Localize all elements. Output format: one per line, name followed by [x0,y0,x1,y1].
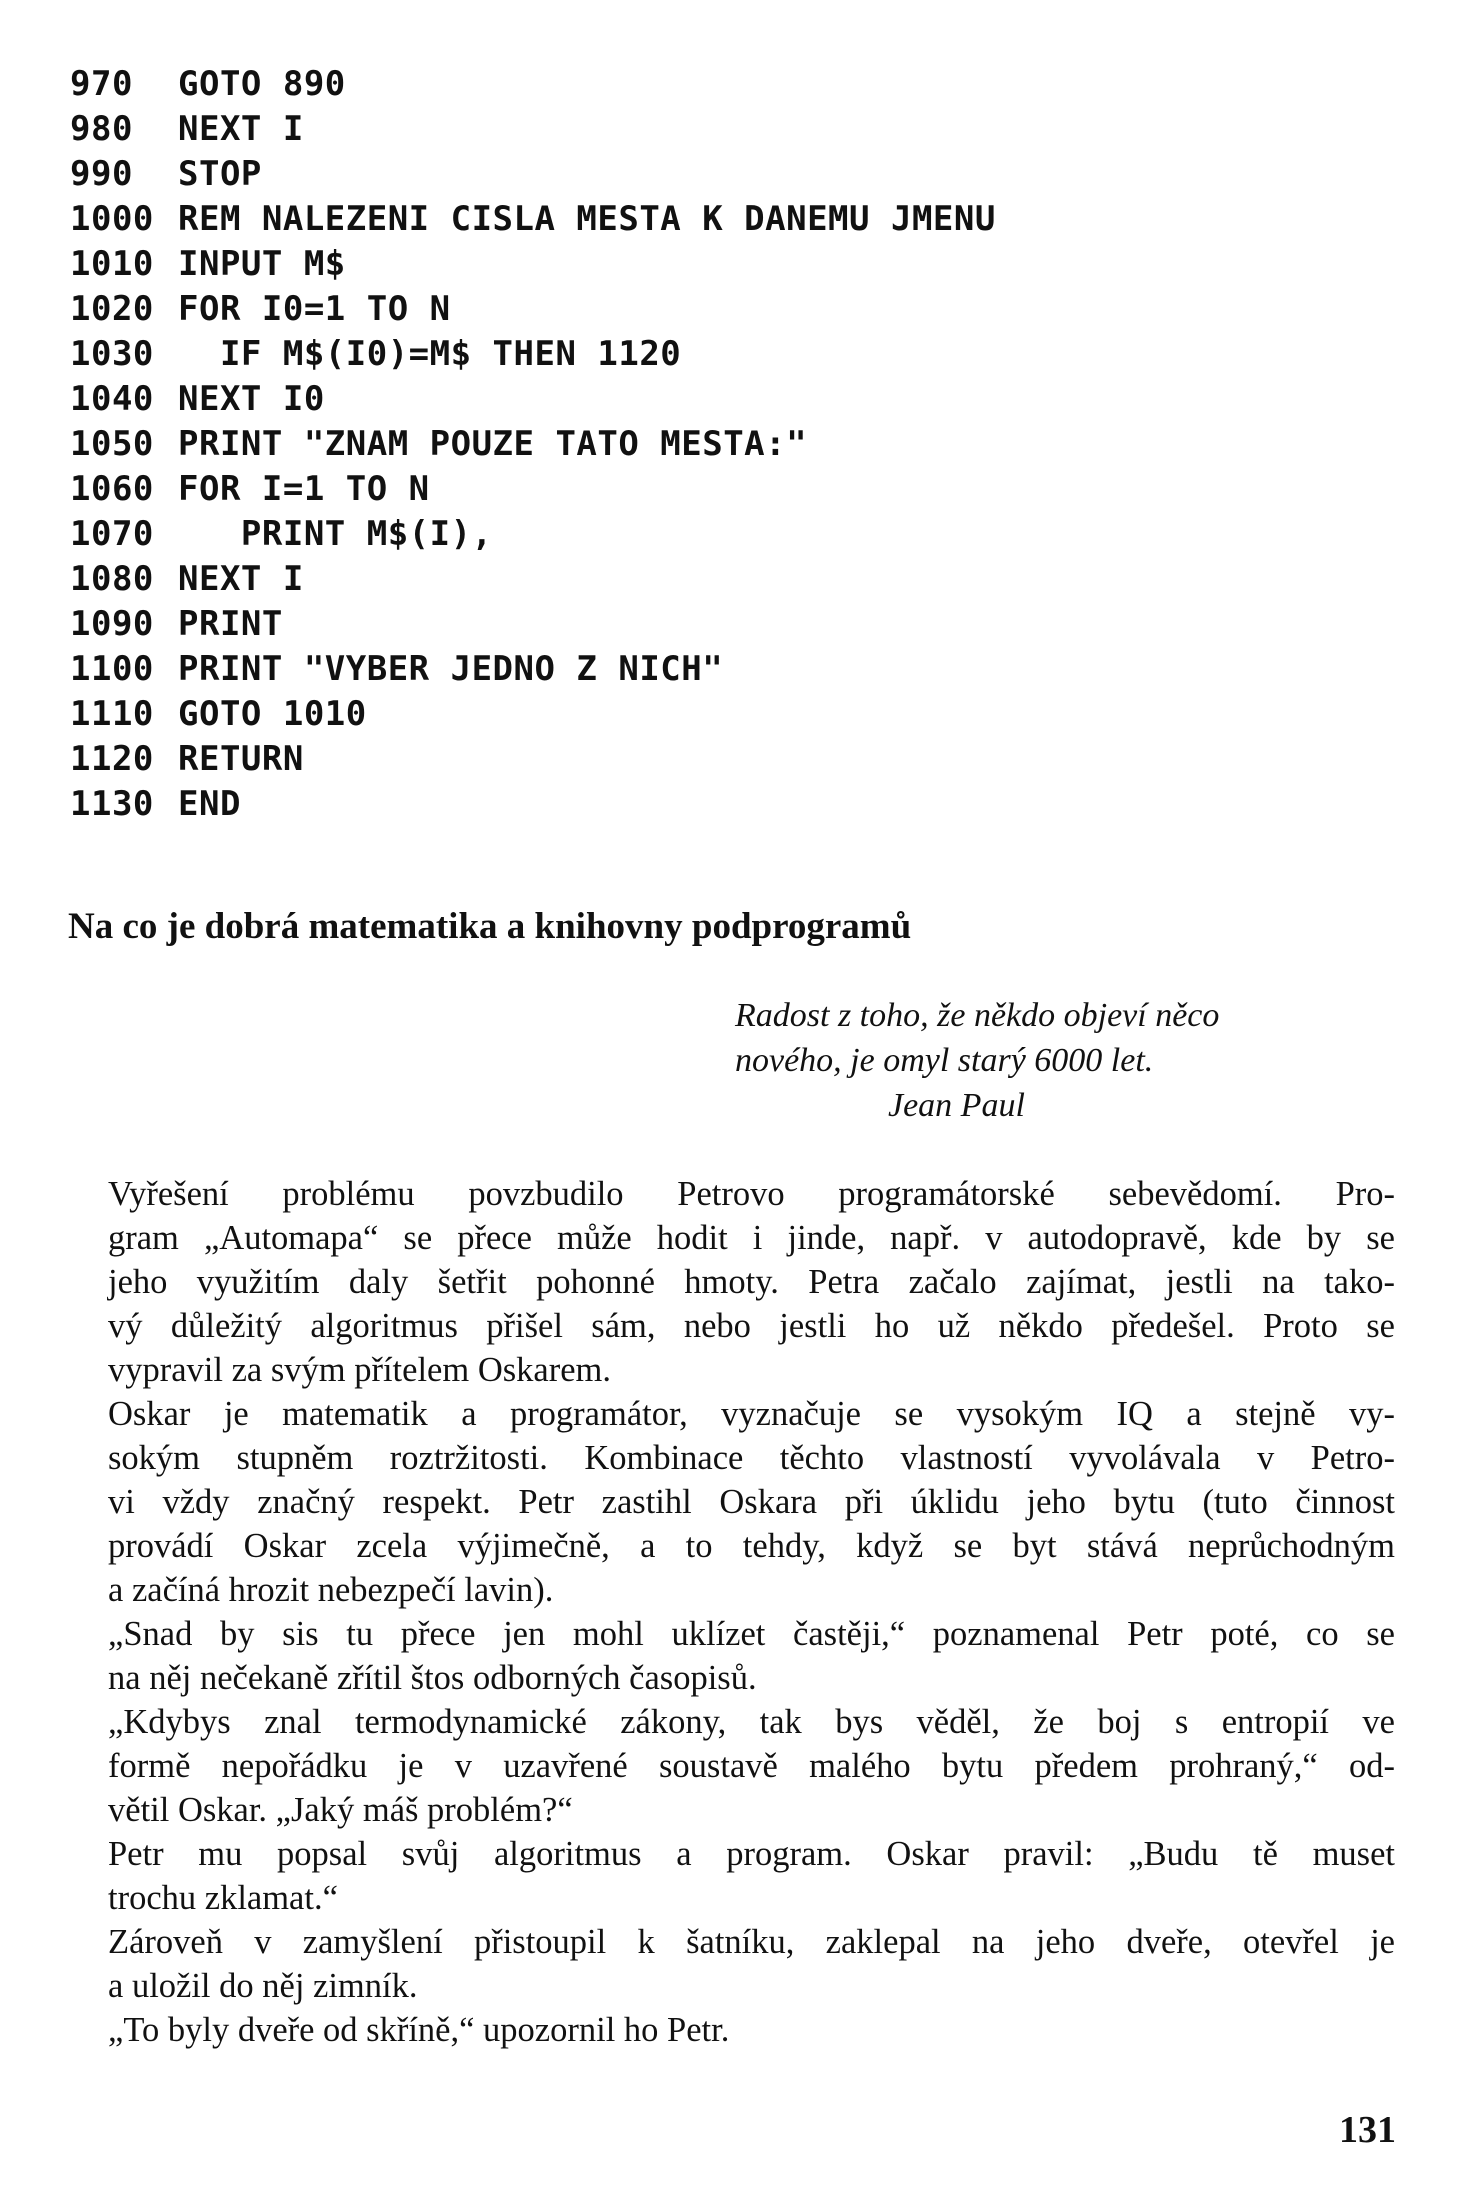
line-number: 1010 [70,244,154,284]
code-statement: GOTO 1010 [178,694,367,734]
line-number: 1060 [70,469,154,509]
text-line: Petr mu popsal svůj algoritmus a program. Oskar pravil: „Budu tě muset [108,1835,1395,1873]
line-number: 1100 [70,649,154,689]
text-line: „Kdybys znal termodynamické zákony, tak bys věděl, že boj s entropií ve [108,1703,1395,1741]
text-line: Zároveň v zamyšlení přistoupil k šatníku, zaklepal na jeho dveře, otevřel je [108,1923,1395,1961]
code-line [70,287,996,332]
text-line: „To byly dveře od skříně,“ upozornil ho Petr. [108,2011,730,2049]
text-line: větil Oskar. „Jaký máš problém?“ [108,1791,573,1829]
code-line [70,467,996,512]
paragraph [68,1172,1395,1392]
paragraph [68,1832,1395,1920]
text-line: vi vždy značný respekt. Petr zastihl Oskara při úklidu jeho bytu (tuto činnost [108,1483,1395,1521]
line-number: 1000 [70,199,154,239]
code-statement: IF M$(I0)=M$ THEN 1120 [178,334,682,374]
code-statement: FOR I=1 TO N [178,469,430,509]
code-statement: STOP [178,154,262,194]
line-number: 1120 [70,739,154,779]
code-line [70,692,996,737]
epigraph-line: Radost z toho, že někdo objeví něco [735,997,1220,1034]
code-statement: PRINT [178,604,283,644]
basic-code-listing [70,62,996,827]
text-line: gram „Automapa“ se přece může hodit i jinde, např. v autodopravě, kde by se [108,1219,1395,1257]
code-line [70,512,996,557]
paragraph [68,1392,1395,1612]
line-number: 1020 [70,289,154,329]
code-line [70,602,996,647]
code-statement: GOTO 890 [178,64,346,104]
text-line: vý důležitý algoritmus přišel sám, nebo jestli ho už někdo předešel. Proto se [108,1307,1395,1345]
code-line [70,737,996,782]
code-statement: END [178,784,241,824]
body-text [68,1172,1395,2052]
line-number: 1090 [70,604,154,644]
text-line: a uložil do něj zimník. [108,1967,418,2005]
code-statement: RETURN [178,739,304,779]
code-statement: PRINT "ZNAM POUZE TATO MESTA:" [178,424,808,464]
text-line: jeho využitím daly šetřit pohonné hmoty. Petra začalo zajímat, jestli na tako- [108,1263,1395,1301]
line-number: 1030 [70,334,154,374]
text-line: a začíná hrozit nebezpečí lavin). [108,1571,554,1609]
code-line [70,107,996,152]
line-number: 990 [70,154,133,194]
code-statement: PRINT M$(I), [178,514,493,554]
text-line: formě nepořádku je v uzavřené soustavě malého bytu předem prohraný,“ od- [108,1747,1395,1785]
line-number: 1070 [70,514,154,554]
code-statement: NEXT I [178,109,304,149]
line-number: 970 [70,64,133,104]
line-number: 1080 [70,559,154,599]
code-statement: INPUT M$ [178,244,346,284]
paragraph [68,2008,1395,2052]
text-line: Vyřešení problému povzbudilo Petrovo programátorské sebevědomí. Pro- [108,1175,1395,1213]
paragraph [68,1700,1395,1832]
line-number: 1130 [70,784,154,824]
code-line [70,242,996,287]
code-statement: REM NALEZENI CISLA MESTA K DANEMU JMENU [178,199,996,239]
paragraph [68,1920,1395,2008]
code-statement: NEXT I0 [178,379,325,419]
epigraph [735,993,1395,1128]
code-line [70,782,996,827]
code-line [70,197,996,242]
line-number: 1050 [70,424,154,464]
paragraph [68,1612,1395,1700]
code-line [70,332,996,377]
code-line [70,377,996,422]
code-line [70,152,996,197]
epigraph-author: Jean Paul [888,1087,1025,1124]
line-number: 980 [70,109,133,149]
text-line: na něj nečekaně zřítil štos odborných časopisů. [108,1659,757,1697]
code-statement: FOR I0=1 TO N [178,289,451,329]
text-line: Oskar je matematik a programátor, vyznačuje se vysokým IQ a stejně vy- [108,1395,1395,1433]
code-line [70,62,996,107]
code-line [70,647,996,692]
code-line [70,422,996,467]
text-line: „Snad by sis tu přece jen mohl uklízet častěji,“ poznamenal Petr poté, co se [108,1615,1395,1653]
code-statement: PRINT "VYBER JEDNO Z NICH" [178,649,724,689]
epigraph-line: nového, je omyl starý 6000 let. [735,1042,1154,1079]
text-line: sokým stupněm roztržitosti. Kombinace těchto vlastností vyvolávala v Petro- [108,1439,1395,1477]
line-number: 1110 [70,694,154,734]
text-line: trochu zklamat.“ [108,1879,338,1917]
text-line: vypravil za svým přítelem Oskarem. [108,1351,611,1389]
code-statement: NEXT I [178,559,304,599]
section-heading: Na co je dobrá matematika a knihovny podprogramů [68,906,912,947]
text-line: provádí Oskar zcela výjimečně, a to tehdy, když se byt stává neprůchodným [108,1527,1395,1565]
page-number: 131 [1339,2109,1396,2151]
line-number: 1040 [70,379,154,419]
code-line [70,557,996,602]
